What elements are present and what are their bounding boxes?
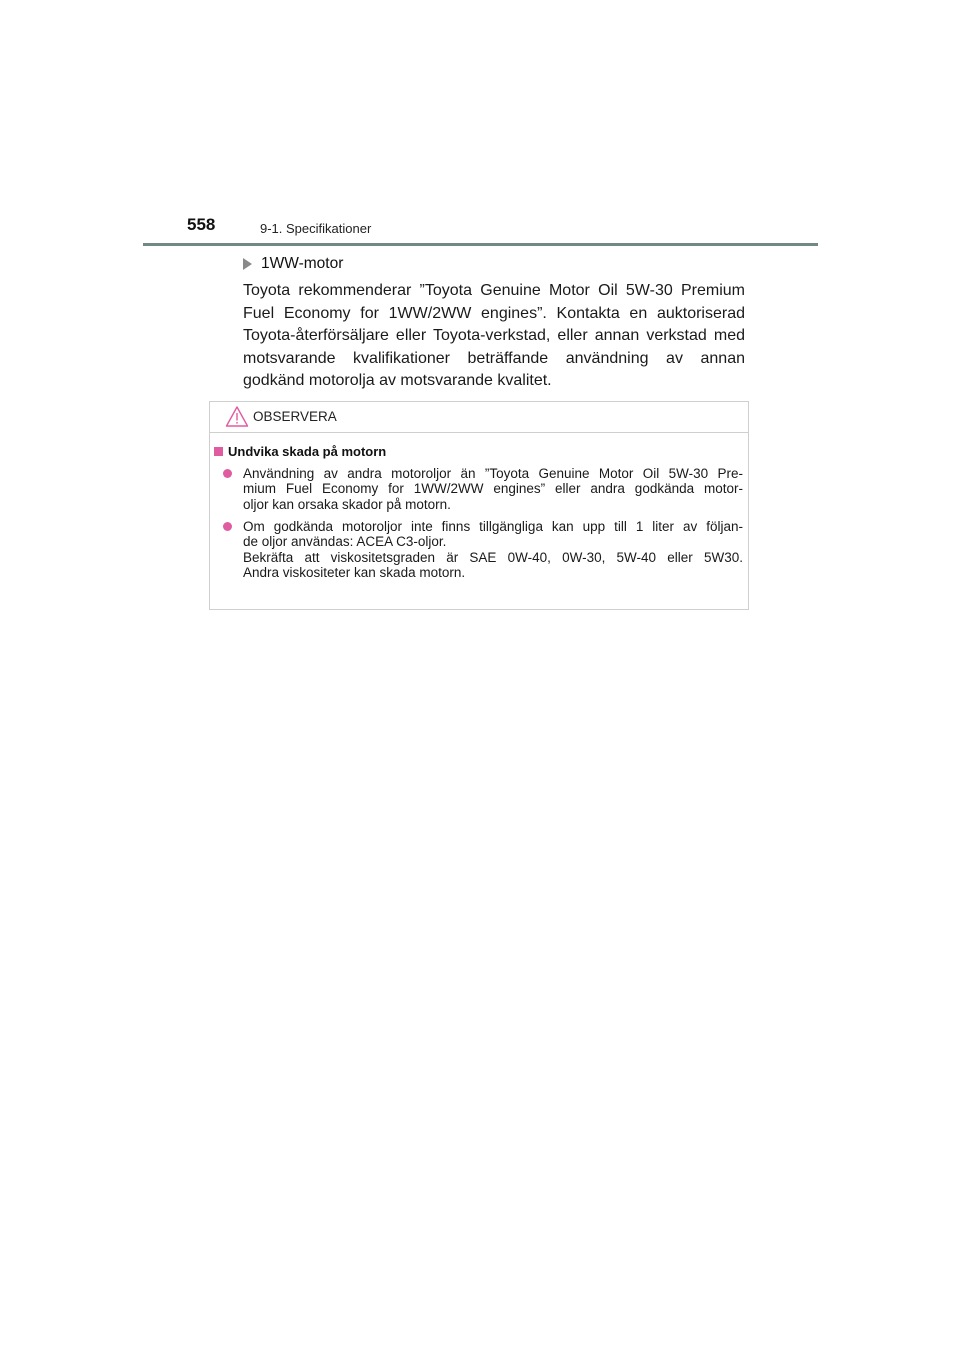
list-item-line: Om godkända motoroljor inte finns tillgängliga kan upp till 1 liter av följan- (243, 519, 743, 534)
list-item-line: Användning av andra motoroljor än ”Toyota Genuine Motor Oil 5W-30 Pre- (243, 466, 743, 481)
sub-heading (243, 255, 343, 273)
circle-icon (223, 522, 232, 531)
section-title: 9-1. Specifikationer (260, 221, 372, 236)
list-item-line: mium Fuel Economy for 1WW/2WW engines” eller andra godkända motor- (243, 481, 743, 497)
notice-title: OBSERVERA (253, 409, 337, 424)
page-number: 558 (187, 215, 216, 234)
body-paragraph: Toyota rekommenderar ”Toyota Genuine Motor Oil 5W-30 Premium Fuel Economy for 1WW/2WW engines”. Kontakta en auktoriserad Toyota-återförsäljare eller Toyota-verkstad, eller annan verkstad med motsvarande kvalifikationer beträffande användning av annan godkänd motorolja av motsvarande kvalitet. (243, 282, 745, 390)
list-item (223, 519, 743, 581)
triangle-right-icon (243, 258, 252, 270)
square-icon (214, 447, 223, 456)
header-divider (143, 243, 818, 246)
list-item (223, 466, 743, 512)
notice-heading-label: Undvika skada på motorn (228, 444, 387, 459)
notice-heading (214, 444, 386, 459)
list-item-line: de oljor användas: ACEA C3-oljor. (243, 534, 447, 550)
notice-box (209, 401, 749, 610)
list-item-line: oljor kan orsaka skador på motorn. (243, 496, 451, 512)
list-item-line: Bekräfta att viskositetsgraden är SAE 0W-40, 0W-30, 5W-40 eller 5W30. (243, 549, 743, 565)
sub-heading-label: 1WW-motor (261, 255, 344, 272)
circle-icon (223, 469, 232, 478)
list-item-line: Andra viskositeter kan skada motorn. (243, 565, 466, 581)
warning-triangle-icon (225, 405, 249, 429)
notice-header (210, 402, 748, 433)
